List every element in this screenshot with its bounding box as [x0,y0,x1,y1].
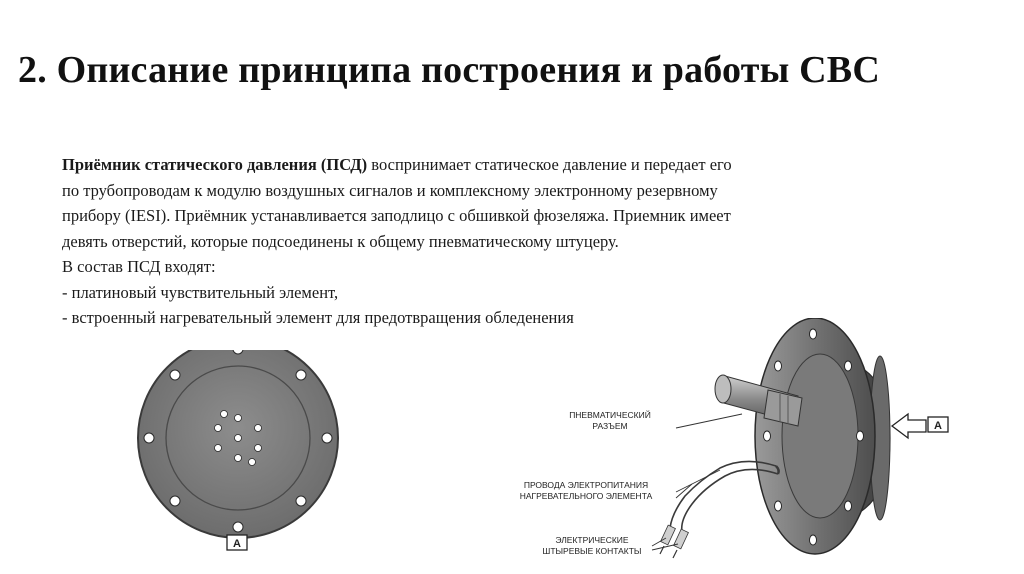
static-port [221,411,228,418]
bolt-hole [170,370,180,380]
view-a-label: A [934,420,942,432]
callout-contacts-line2: ШТЫРЕВЫЕ КОНТАКТЫ [542,546,642,556]
description-line-3: прибору (IESI). Приёмник устанавливается заподлицо с обшивкой фюзеляжа. Приемник имеет [62,206,731,225]
description-line-1 [62,152,862,178]
bolt-hole [296,370,306,380]
description-text [62,152,862,331]
callout-leaders [652,414,742,550]
front-view-figure [130,350,370,555]
description-line-4: девять отверстий, которые подсоединены к общему пневматическому штуцеру. [62,231,619,251]
callout-wires-line2: НАГРЕВАТЕЛЬНОГО ЭЛЕМЕНТА [519,491,653,501]
static-port [235,455,242,462]
static-port [215,425,222,432]
static-port [235,435,242,442]
view-a-arrow [892,414,948,438]
bolt-hole [845,361,852,371]
bolt-hole [857,431,864,441]
bolt-hole [322,433,332,443]
bolt-hole [845,501,852,511]
bolt-hole [810,329,817,339]
bolt-hole [170,496,180,506]
bolt-hole [144,433,154,443]
static-port [255,445,262,452]
view-a-label: A [233,538,241,550]
bolt-hole [775,361,782,371]
isometric-view-figure [480,318,960,568]
callout-pneumatic-line1: ПНЕВМАТИЧЕСКИЙ [569,410,651,420]
static-port [215,445,222,452]
callout-pneumatic-line2: РАЗЪЕМ [592,421,628,431]
description-line-2: по трубопроводам к модулю воздушных сигналов и комплексному электронному резервному [62,180,718,200]
static-port [255,425,262,432]
static-port [249,459,256,466]
composition-heading: В состав ПСД входят: [62,257,216,276]
composition-item-heater: - встроенный нагревательный элемент для предотвращения обледенения [62,308,574,327]
slide-title: 2. Описание принципа построения и работы СВС [18,49,880,91]
bolt-hole [775,501,782,511]
description-line-1-rest: воспринимает статическое давление и передает его [367,155,732,174]
bolt-hole [810,535,817,545]
psd-term: Приёмник статического давления (ПСД) [62,155,368,174]
composition-item-sensor: - платиновый чувствительный элемент, [62,282,339,302]
callout-wires-line1: ПРОВОДА ЭЛЕКТРОПИТАНИЯ [523,480,649,490]
static-port [235,415,242,422]
callout-contacts-line1: ЭЛЕКТРИЧЕСКИЕ [555,535,629,545]
bolt-hole [764,431,771,441]
pin-contacts [660,525,688,558]
bolt-hole [296,496,306,506]
bolt-hole [233,522,243,532]
flange-inner-ring [782,354,858,518]
